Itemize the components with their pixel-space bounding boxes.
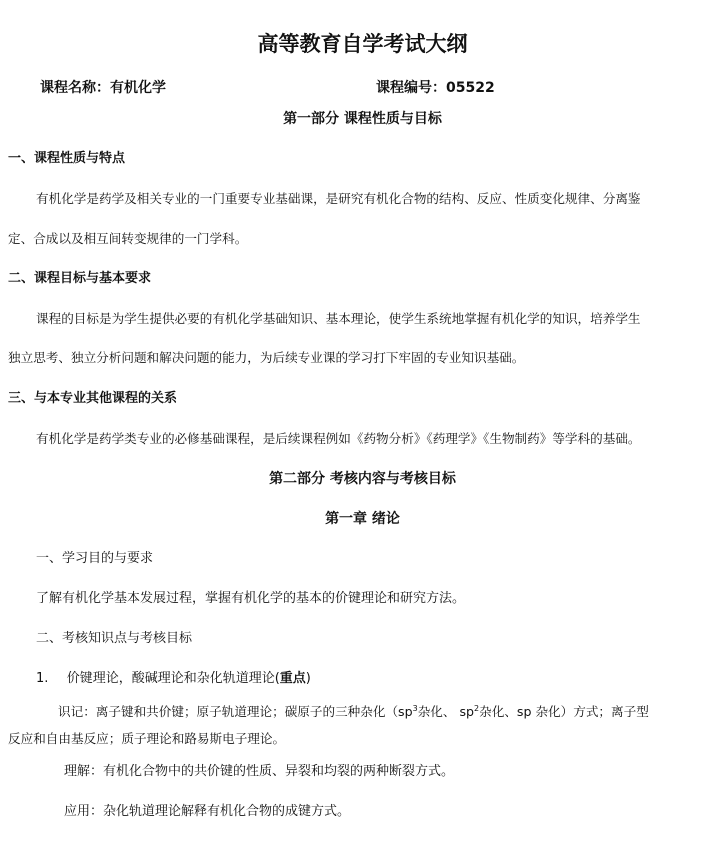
document-title: 高等教育自学考试大纲 bbox=[257, 32, 468, 56]
list-item-1-number: 1. bbox=[36, 671, 49, 686]
section1-paragraph-line2: 定、合成以及相互间转变规律的一门学科。 bbox=[8, 231, 248, 246]
list-item-1-close: ) bbox=[305, 671, 311, 686]
apply-line: 应用：杂化轨道理论解释有机化合物的成键方式。 bbox=[64, 804, 351, 819]
section1-heading: 一、课程性质与特点 bbox=[8, 151, 126, 166]
understand-line: 理解：有机化合物中的共价键的性质、异裂和均裂的两种断裂方式。 bbox=[64, 764, 455, 779]
section2-paragraph-line1: 课程的目标是为学生提供必要的有机化学基础知识、基本理论，使学生系统地掌握有机化学的知识，培养学生 bbox=[36, 311, 641, 326]
section2-heading: 二、课程目标与基本要求 bbox=[8, 271, 152, 286]
recall-text-b: 杂化、 sp bbox=[417, 704, 475, 719]
section1-paragraph-line1: 有机化学是药学及相关专业的一门重要专业基础课，是研究有机化合物的结构、反应、性质变化规律、分离鉴 bbox=[36, 191, 641, 206]
list-item-1-key-badge: 重点 bbox=[279, 671, 306, 686]
recall-line1 bbox=[58, 702, 649, 722]
chapter1-goal-text: 了解有机化学基本发展过程，掌握有机化学的基本的价键理论和研究方法。 bbox=[36, 591, 466, 606]
chapter1-goal-heading: 一、学习目的与要求 bbox=[36, 551, 154, 566]
list-item-1-text: 价键理论，酸碱理论和杂化轨道理论( bbox=[66, 671, 280, 686]
section3-paragraph-line1: 有机化学是药学类专业的必修基础课程，是后续课程例如《药物分析》《药理学》《生物制药》等学科的基础。 bbox=[36, 431, 641, 446]
recall-sup1: 3 bbox=[412, 703, 418, 713]
chapter1-points-heading: 二、考核知识点与考核目标 bbox=[36, 631, 193, 646]
course-name: 课程名称：有机化学 bbox=[40, 80, 166, 96]
list-item-1 bbox=[36, 669, 311, 689]
recall-line2: 反应和自由基反应；质子理论和路易斯电子理论。 bbox=[8, 731, 286, 746]
course-code: 课程编号：05522 bbox=[376, 80, 495, 96]
section3-heading: 三、与本专业其他课程的关系 bbox=[8, 391, 178, 406]
recall-text-c: 杂化、sp 杂化）方式；离子型 bbox=[479, 704, 649, 719]
chapter1-title: 第一章 绪论 bbox=[325, 511, 400, 527]
part1-title: 第一部分 课程性质与目标 bbox=[283, 111, 442, 127]
recall-text-a: 识记：离子键和共价键；原子轨道理论；碳原子的三种杂化（sp bbox=[58, 704, 413, 719]
part2-title: 第二部分 考核内容与考核目标 bbox=[269, 471, 456, 487]
section2-paragraph-line2: 独立思考、独立分析问题和解决问题的能力，为后续专业课的学习打下牢固的专业知识基础。 bbox=[8, 350, 525, 365]
recall-sup2: 2 bbox=[474, 703, 480, 713]
